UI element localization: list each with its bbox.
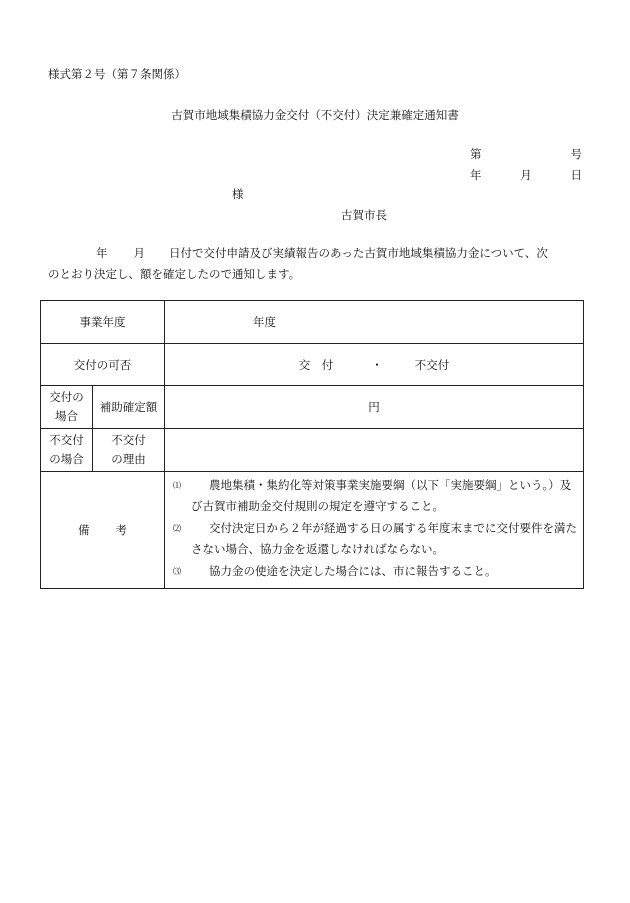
approval-separator: ・ (371, 357, 383, 372)
not-granted-line2: の場合 (49, 452, 84, 466)
approval-no: 不交付 (414, 357, 450, 372)
not-granted-line1: 不交付 (49, 433, 84, 447)
reason-value (165, 429, 584, 472)
confirmed-amount-yen: 円 (165, 386, 584, 429)
number-suffix: 号 (570, 147, 582, 161)
number-prefix: 第 (470, 147, 482, 161)
body-month: 月 (133, 246, 145, 260)
reference-number (470, 146, 582, 162)
not-granted-label (41, 429, 93, 472)
reason-line2: の理由 (111, 452, 146, 466)
granted-case-label (41, 386, 93, 429)
reason-label (93, 429, 165, 472)
approval-label: 交付の可否 (41, 344, 165, 386)
form-number: 様式第２号（第７条関係） (48, 67, 186, 81)
granted-case-line2: 場合 (55, 409, 78, 423)
issue-date (470, 167, 582, 183)
granted-case-line1: 交付の (49, 390, 84, 404)
confirmed-amount-label: 補助確定額 (93, 386, 165, 429)
fiscal-year-label: 事業年度 (41, 301, 165, 344)
list-item: ⑴ 農地集積・集約化等対策事業実施要綱（以下「実施要綱」という。）及び古賀市補助金交付規則の規定を遵守すること。 (173, 478, 572, 513)
table-row (41, 429, 584, 472)
document-title: 古賀市地域集積協力金交付（不交付）決定兼確定通知書 (171, 108, 459, 122)
body-year: 年 (96, 246, 108, 260)
addressee: 様 (232, 187, 244, 201)
table-row (41, 472, 584, 589)
fiscal-year-value: 年度 (165, 301, 584, 344)
approval-value (165, 344, 584, 386)
table-row (41, 301, 584, 344)
date-month: 月 (520, 168, 532, 182)
date-day: 日 (570, 168, 582, 182)
table-row (41, 344, 584, 386)
approval-yes: 交 付 (298, 357, 334, 372)
reason-line1: 不交付 (111, 433, 146, 447)
remarks-notes (165, 472, 584, 589)
notice-table (40, 300, 584, 589)
issuer: 古賀市長 (341, 208, 387, 222)
remarks-label-text: 備考 (78, 523, 153, 537)
list-item: ⑵ 交付決定日から２年が経過する日の属する年度末までに交付要件を満たさない場合、協力金を返還しなければならない。 (173, 521, 577, 556)
remarks-label (41, 472, 165, 589)
date-year: 年 (470, 168, 482, 182)
body-line-1 (48, 245, 584, 261)
body-line-2: のとおり決定し、額を確定したので通知します。 (48, 267, 301, 281)
table-row (41, 386, 584, 429)
body-text: 日付で交付申請及び実績報告のあった古賀市地域集積協力金について、次 (169, 246, 548, 260)
list-item: ⑶ 協力金の使途を決定した場合には、市に報告すること。 (173, 564, 497, 578)
